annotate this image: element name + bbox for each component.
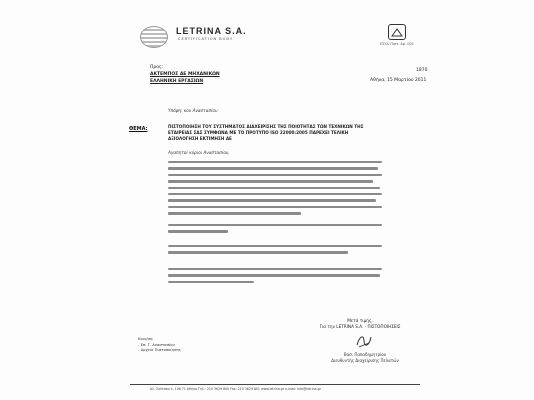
reference-number: 1870	[416, 68, 428, 73]
body-paragraph-4	[168, 268, 382, 287]
subject-text: ΠΙΣΤΟΠΟΙΗΣΗ ΤΟΥ ΣΥΣΤΗΜΑΤΟΣ ΔΙΑΧΕΙΡΙΣΗΣ ΤΗΣ ΠΟΙΟΤΗΤΑΣ ΤΩΝ ΤΕΧΝΙΚΩΝ ΤΗΣ ΕΤΑΙΡΕΙΑΣ ΣΑΣ ΣΥΜΦΩΝΑ ΜΕ ΤΟ ΠΡΟΤΥΠΟ ISO 22000:2005 ΠΑΡΕΧΕΙ ΤΕΛΙΚΗ ΑΞΙΟΛΟΓΗΣΗ ΕΚΤΙΜΗΣΗ ΑΕ	[168, 124, 364, 141]
company-name: LETRINA S.A.	[176, 26, 247, 36]
recipient-block	[150, 64, 220, 85]
closing: Μετά τιμής,	[347, 318, 373, 323]
cc-block	[138, 336, 181, 353]
footer-divider	[130, 384, 420, 385]
body-paragraph-3	[168, 245, 382, 258]
company-logo	[140, 26, 262, 46]
accreditation-seal-icon	[388, 24, 406, 40]
body-paragraph-1	[168, 161, 382, 219]
recipient-line-2: ΕΛΛΗΝΙΚΗ ΕΡΓΑΣΙΩΝ	[150, 79, 204, 84]
company-subtitle: CERTIFICATION BODY	[178, 37, 234, 41]
recipient-label: Προς:	[150, 65, 164, 70]
body-paragraph-2	[168, 224, 382, 237]
signature-icon	[355, 333, 373, 349]
cc-recipient-1: - Επ. Γ. Αναστασίου	[138, 341, 175, 347]
reference-block	[360, 66, 427, 86]
recipient-line-1: ΑΚΤΕΜΠΟΣ ΑΕ ΜΗΧΑΝΙΚΩΝ	[150, 72, 220, 77]
globe-icon	[140, 26, 168, 48]
signer-details	[290, 352, 440, 363]
subject-label: ΘΕΜΑ:	[129, 126, 148, 132]
salutation: Αγαπητοί κύριοι Αναστασίου,	[168, 150, 230, 155]
letter-date: Αθήνα, 15 Μαρτίου 2011	[370, 78, 427, 83]
signer-title: Διευθυντής Διαχείρισης Πελατών	[331, 357, 399, 363]
signer-block	[270, 318, 450, 330]
footer-address: Αλ. Σούτσου 4, 106 71 Αθήνα Τηλ.: 210 3629 800 Fax: 210 3629 801 www.letrina.gr e-mail: info@letrina.gr	[150, 387, 321, 391]
cc-label: Κοιν/ση:	[138, 336, 154, 341]
cc-recipient-2: - Αρχείο Πιστοποίησης	[138, 347, 182, 352]
signer-company: Για την LETRINA S.A. - ΠΙΣΤΟΠΟΙΗΣΕΙΣ	[319, 324, 401, 329]
signer-name: Βασ. Παπαδημητρίου	[343, 352, 387, 357]
accreditation-caption: ΕΣΥΔ Πιστ. Αρ. 001	[380, 42, 414, 46]
attention-line: Υπόψη: κου Αναστασίου	[168, 108, 218, 113]
